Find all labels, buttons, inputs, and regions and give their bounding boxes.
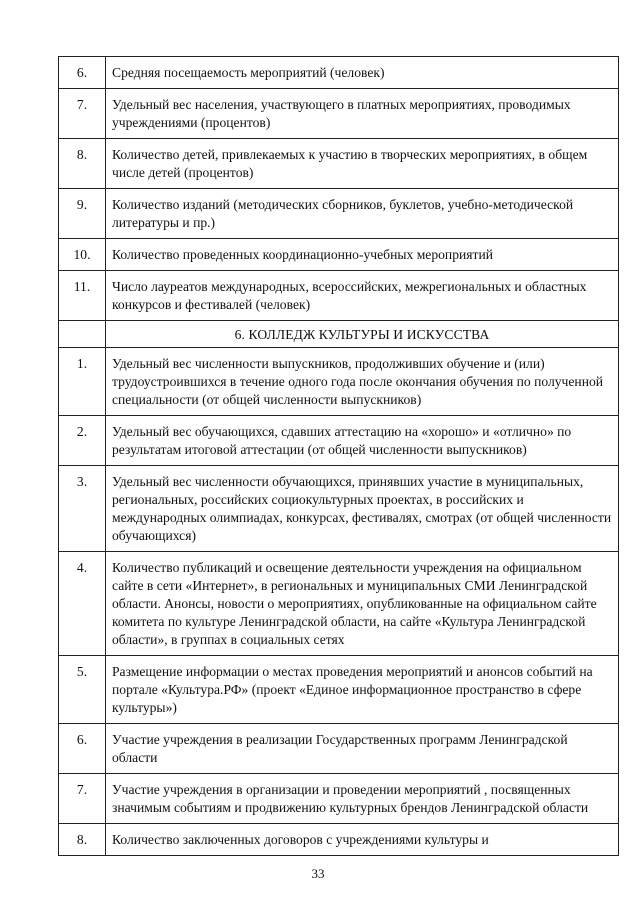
row-text: Удельный вес численности выпускников, продолживших обучение и (или) трудоустроившихся в течение одного года после окончания обучения по полученной специальности (от общей численности выпускников): [106, 348, 619, 416]
row-text: Количество публикаций и освещение деятельности учреждения на официальном сайте в сети «Интернет», в региональных и муниципальных СМИ Ленинградской области. Анонсы, новости о мероприятиях, опубликованные на официальном сайте комитета по культуре Ленинградской области, на сайте «Культура Ленинградской области», в группах в социальных сетях: [106, 552, 619, 656]
row-text: Участие учреждения в реализации Государственных программ Ленинградской области: [106, 724, 619, 774]
row-number: 10.: [59, 239, 106, 271]
row-text: Размещение информации о местах проведения мероприятий и анонсов событий на портале «Культура.РФ» (проект «Единое информационное пространство в сфере культуры»): [106, 656, 619, 724]
section-header-row: [59, 321, 619, 348]
row-text: Удельный вес обучающихся, сдавших аттестацию на «хорошо» и «отлично» по результатам итоговой аттестации (от общей численности выпускников): [106, 416, 619, 466]
table-row: [59, 416, 619, 466]
row-text: Количество изданий (методических сборников, буклетов, учебно-методической литературы и пр.): [106, 189, 619, 239]
table-row: [59, 89, 619, 139]
row-number: 1.: [59, 348, 106, 416]
row-text: Средняя посещаемость мероприятий (человек): [106, 57, 619, 89]
row-number: 2.: [59, 416, 106, 466]
row-number: 4.: [59, 552, 106, 656]
table-row: [59, 57, 619, 89]
row-text: Количество проведенных координационно-учебных мероприятий: [106, 239, 619, 271]
table-row: [59, 774, 619, 824]
table-row: [59, 552, 619, 656]
section-number-cell: [59, 321, 106, 348]
row-text: Участие учреждения в организации и проведении мероприятий , посвященных значимым событиям и продвижению культурных брендов Ленинградской области: [106, 774, 619, 824]
table-row: [59, 348, 619, 416]
row-number: 8.: [59, 824, 106, 856]
table-row: [59, 271, 619, 321]
table-row: [59, 466, 619, 552]
table-row: [59, 189, 619, 239]
row-number: 7.: [59, 89, 106, 139]
row-text: Количество заключенных договоров с учреждениями культуры и: [106, 824, 619, 856]
row-number: 7.: [59, 774, 106, 824]
row-text: Число лауреатов международных, всероссийских, межрегиональных и областных конкурсов и фестивалей (человек): [106, 271, 619, 321]
row-number: 6.: [59, 57, 106, 89]
row-number: 6.: [59, 724, 106, 774]
row-number: 5.: [59, 656, 106, 724]
table-row: [59, 139, 619, 189]
row-number: 8.: [59, 139, 106, 189]
table-row: [59, 824, 619, 856]
table-row: [59, 239, 619, 271]
page-number: 33: [311, 866, 325, 881]
indicators-table: [58, 56, 619, 856]
row-text: Количество детей, привлекаемых к участию в творческих мероприятиях, в общем числе детей (процентов): [106, 139, 619, 189]
row-text: Удельный вес населения, участвующего в платных мероприятиях, проводимых учреждениями (процентов): [106, 89, 619, 139]
row-text: Удельный вес численности обучающихся, принявших участие в муниципальных, региональных, российских социокультурных проектах, в российских и международных олимпиадах, конкурсах, фестивалях, смотрах (от общей численности обучающихся): [106, 466, 619, 552]
table-row: [59, 724, 619, 774]
section-title: 6. КОЛЛЕДЖ КУЛЬТУРЫ И ИСКУССТВА: [106, 321, 619, 348]
row-number: 11.: [59, 271, 106, 321]
table-row: [59, 656, 619, 724]
row-number: 3.: [59, 466, 106, 552]
row-number: 9.: [59, 189, 106, 239]
